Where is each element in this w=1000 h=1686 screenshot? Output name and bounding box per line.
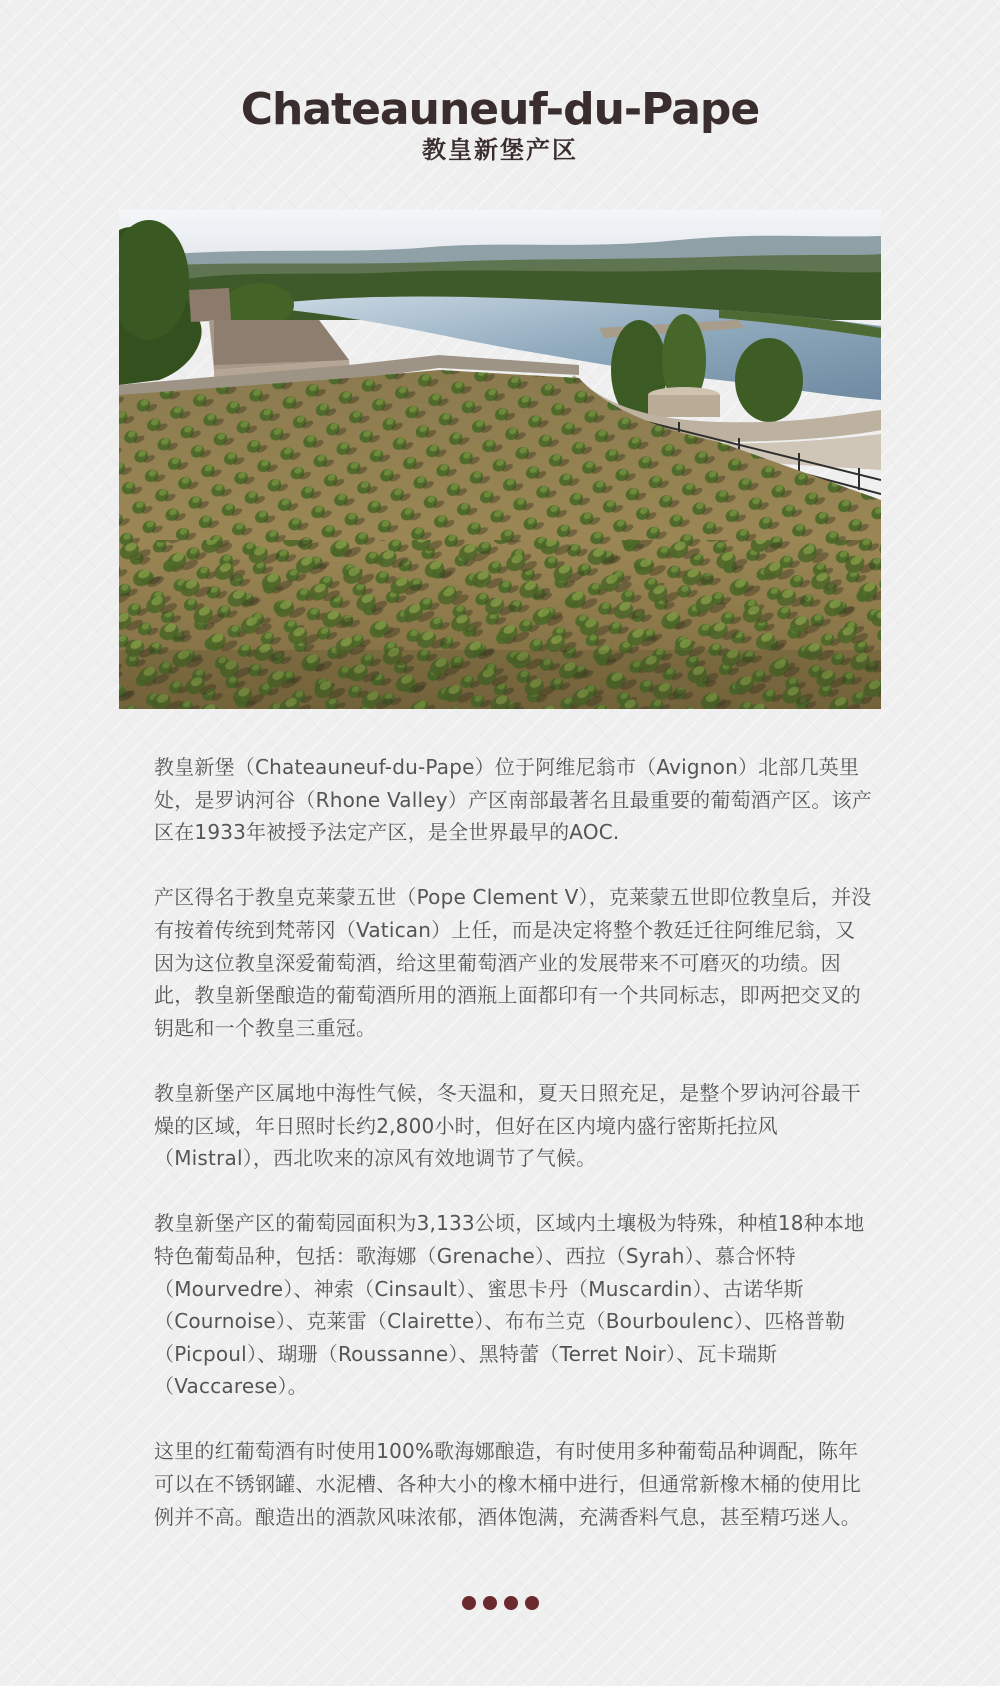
paragraph-grapes: 教皇新堡产区的葡萄园面积为3,133公顷，区域内土壤极为特殊，种植18种本地特色葡萄品种，包括：歌海娜（Grenache）、西拉（Syrah）、慕合怀特（Mourvedre）、神索（Cinsault）、蜜思卡丹（Muscardin）、古诺华斯（Cournoise）、克莱雷（Clairette）、布布兰克（Bourboulenc）、匹格普勒（Picpoul）、瑚珊（Roussanne）、黑特蕾（Terret Noir）、瓦卡瑞斯（Vaccarese）。 [154, 1211, 865, 1399]
paragraph-winemaking: 这里的红葡萄酒有时使用100%歌海娜酿造，有时使用多种葡萄品种调配，陈年可以在不锈钢罐、水泥槽、各种大小的橡木桶中进行，但通常新橡木桶的使用比例并不高。酿造出的酒款风味浓郁，酒体饱满，充满香料气息，甚至精巧迷人。 [154, 1439, 861, 1529]
pagination-dot[interactable] [483, 1596, 497, 1610]
pagination-dot[interactable] [525, 1596, 539, 1610]
pagination-dot[interactable] [504, 1596, 518, 1610]
paragraph-history: 产区得名于教皇克莱蒙五世（Pope Clement V），克莱蒙五世即位教皇后，并没有按着传统到梵蒂冈（Vatican）上任，而是决定将整个教廷迁往阿维尼翁，又因为这位教皇深爱葡萄酒，给这里葡萄酒产业的发展带来不可磨灭的功绩。因此，教皇新堡酿造的葡萄酒所用的酒瓶上面都印有一个共同标志，即两把交叉的钥匙和一个教皇三重冠。 [154, 885, 872, 1040]
vineyard-photo [119, 210, 881, 709]
pagination-dot[interactable] [462, 1596, 476, 1610]
pagination-dots [0, 1596, 1000, 1612]
page-title: Chateauneuf-du-Pape [240, 84, 760, 135]
paragraph-climate: 教皇新堡产区属地中海性气候，冬天温和，夏天日照充足，是整个罗讷河谷最干燥的区域，年日照时长约2,800小时，但好在区内境内盛行密斯托拉风（Mistral），西北吹来的凉风有效地调节了气候。 [154, 1080, 861, 1171]
vineyard-illustration [119, 210, 881, 709]
page-subtitle: 教皇新堡产区 [422, 136, 578, 164]
article-body [154, 751, 874, 1566]
paragraph-intro: 教皇新堡（Chateauneuf-du-Pape）位于阿维尼翁市（Avignon）北部几英里处，是罗讷河谷（Rhone Valley）产区南部最著名且最重要的葡萄酒产区。该产区在1933年被授予法定产区，是全世界最早的AOC. [154, 755, 872, 845]
